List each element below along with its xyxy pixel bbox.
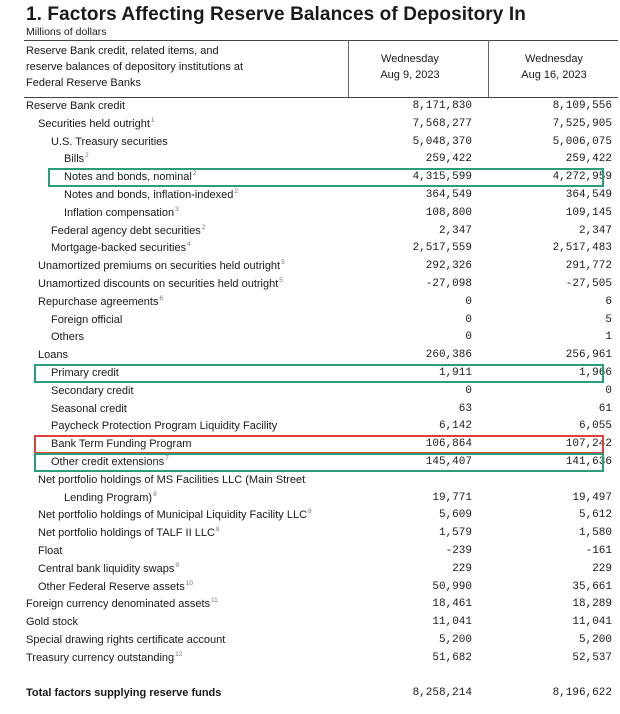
- value-aug-9: 0: [465, 295, 472, 308]
- row-label: [38, 563, 179, 575]
- value-aug-16: 1,580: [578, 527, 612, 540]
- row-label-text: Unamortized discounts on securities held outright: [38, 278, 279, 290]
- row-label-text: U.S. Treasury securities: [51, 135, 168, 148]
- row-label: [51, 456, 169, 468]
- value-aug-16: 109,145: [565, 206, 612, 219]
- row-label: [51, 136, 168, 148]
- row-label: [51, 438, 191, 450]
- row-label: [51, 331, 84, 343]
- column-header-aug-16-date: Aug 16, 2023: [521, 69, 587, 81]
- footnote-marker: 2: [201, 223, 206, 231]
- table-row: [24, 561, 618, 579]
- row-label: [26, 100, 125, 112]
- table-row: [24, 383, 618, 401]
- table-row: [24, 543, 618, 561]
- row-label-text: Federal agency debt securities: [51, 224, 201, 237]
- table-row: [24, 329, 618, 347]
- value-aug-16: 4,272,959: [552, 171, 612, 184]
- row-label-text: Float: [38, 545, 63, 557]
- row-label-text: Other credit extensions: [51, 456, 165, 468]
- value-aug-9: 8,258,214: [412, 686, 472, 699]
- row-label-header-line-1: Reserve Bank credit, related items, and: [26, 45, 219, 57]
- table-row: [24, 151, 618, 169]
- row-label: [51, 367, 119, 379]
- value-aug-9: 106,864: [425, 438, 472, 451]
- header-top-rule: [24, 40, 618, 41]
- row-label-text: Reserve Bank credit: [26, 100, 126, 112]
- row-label-text: Net portfolio holdings of TALF II LLC: [38, 527, 215, 540]
- table-row: [24, 525, 618, 543]
- value-aug-9: 4,315,599: [412, 171, 472, 184]
- value-aug-9: 260,386: [425, 349, 472, 362]
- value-aug-9: 108,800: [425, 206, 472, 219]
- table-row: [24, 401, 618, 419]
- row-label: [38, 349, 68, 361]
- row-label: [64, 207, 179, 219]
- footnote-marker: 2: [234, 188, 239, 195]
- value-aug-16: 1: [605, 331, 612, 344]
- table-row: [24, 312, 618, 330]
- value-aug-9: 259,422: [425, 153, 472, 166]
- table-row: [24, 347, 618, 365]
- table-row: [24, 205, 618, 223]
- footnote-marker: 8: [215, 526, 220, 534]
- row-label-text: Unamortized premiums on securities held outright: [38, 260, 281, 273]
- footnote-marker: 8: [153, 490, 157, 498]
- table-row: [24, 614, 618, 632]
- row-label-text: Securities held outright: [38, 117, 150, 130]
- row-label-text: Foreign currency denominated assets: [26, 598, 211, 611]
- row-label: [64, 189, 238, 201]
- value-aug-16: 5: [605, 313, 612, 326]
- value-aug-9: 5,200: [438, 634, 472, 646]
- table-row: [24, 365, 618, 383]
- footnote-marker: 6: [159, 294, 164, 302]
- table-row: [24, 276, 618, 294]
- row-label-text: Mortgage-backed securities: [51, 242, 187, 255]
- footnote-marker: 2: [192, 170, 197, 178]
- row-label-text: Net portfolio holdings of Municipal Liquidity Facility LLC: [38, 509, 308, 522]
- column-header-aug-16: [490, 51, 618, 83]
- value-aug-16: 141,636: [565, 456, 612, 468]
- table-row: [24, 187, 618, 205]
- table-row: [24, 418, 618, 436]
- value-aug-9: 18,461: [432, 598, 472, 611]
- table-row: [24, 294, 618, 312]
- table-row: [24, 134, 618, 152]
- row-label-text: Total factors supplying reserve funds: [26, 686, 222, 699]
- row-label: [26, 598, 218, 610]
- page-title: 1. Factors Affecting Reserve Balances of Depository In: [26, 4, 526, 25]
- value-aug-9: 0: [465, 384, 472, 397]
- row-label-text: Inflation compensation: [64, 206, 175, 219]
- value-aug-16: 8,196,622: [552, 686, 612, 699]
- row-label: [38, 474, 305, 486]
- table-row: [24, 579, 618, 597]
- row-label: [64, 153, 89, 165]
- value-aug-9: 63: [458, 402, 472, 415]
- row-label: [51, 403, 127, 415]
- column-divider-2: [488, 40, 489, 98]
- footnote-marker: 11: [211, 597, 218, 605]
- column-header-aug-9-day: Wednesday: [381, 53, 439, 65]
- table-row: [24, 454, 618, 472]
- value-aug-9: 51,682: [432, 651, 472, 664]
- row-label: [51, 242, 191, 254]
- value-aug-9: -27,098: [425, 278, 472, 290]
- row-label-text: Foreign official: [51, 313, 123, 326]
- footnote-marker: 5: [281, 259, 285, 267]
- column-header-aug-9: [348, 51, 472, 83]
- row-label: [38, 545, 62, 557]
- row-label-text: Bank Term Funding Program: [51, 438, 192, 451]
- table-row: [24, 632, 618, 650]
- value-aug-16: 5,612: [578, 509, 612, 522]
- value-aug-16: 52,537: [572, 651, 612, 664]
- row-label-text: Paycheck Protection Program Liquidity Facility: [51, 420, 278, 433]
- row-label: [64, 492, 157, 504]
- table-row: [24, 436, 618, 454]
- table-row: [24, 223, 618, 241]
- table-row: [24, 596, 618, 614]
- row-label: [38, 296, 163, 308]
- row-label: [26, 687, 221, 699]
- value-aug-9: -239: [445, 545, 472, 557]
- value-aug-9: 19,771: [432, 491, 472, 504]
- value-aug-16: 5,200: [578, 634, 612, 646]
- value-aug-16: 2,517,483: [552, 242, 612, 255]
- value-aug-9: 1,579: [438, 527, 472, 540]
- value-aug-16: 61: [598, 402, 612, 415]
- footnote-marker: 1: [150, 116, 155, 124]
- row-label-text: Primary credit: [51, 367, 119, 379]
- value-aug-9: 6,142: [438, 420, 472, 433]
- value-aug-16: 256,961: [565, 349, 612, 362]
- row-label: [38, 118, 155, 130]
- row-label-text: Central bank liquidity swaps: [38, 562, 175, 575]
- value-aug-16: 18,289: [572, 598, 612, 611]
- value-aug-16: 7,525,905: [552, 117, 612, 130]
- row-label-text: Bills: [64, 153, 85, 166]
- footnote-marker: 12: [175, 650, 183, 658]
- value-aug-9: 0: [465, 331, 472, 344]
- value-aug-9: 364,549: [425, 189, 472, 201]
- row-label: [51, 385, 134, 397]
- row-label-text: Seasonal credit: [51, 402, 127, 415]
- row-label-text: Others: [51, 331, 85, 344]
- value-aug-9: 229: [452, 562, 472, 575]
- footnote-marker: 8: [308, 508, 312, 516]
- table-row: [24, 240, 618, 258]
- footnote-marker: 7: [165, 455, 169, 462]
- value-aug-16: 35,661: [572, 580, 612, 593]
- row-label: [64, 171, 196, 183]
- value-aug-16: 19,497: [572, 491, 612, 504]
- value-aug-9: 7,568,277: [412, 117, 472, 130]
- column-header-aug-9-date: Aug 9, 2023: [380, 69, 440, 81]
- row-label: [38, 278, 283, 290]
- value-aug-16: 8,109,556: [552, 100, 612, 112]
- table-row: [24, 472, 618, 490]
- footnote-marker: 4: [187, 241, 191, 249]
- footnote-marker: 10: [185, 579, 193, 587]
- value-aug-9: 1,911: [438, 367, 472, 379]
- footnote-marker: 5: [279, 277, 283, 284]
- value-aug-16: 5,006,075: [552, 135, 612, 148]
- value-aug-16: 364,549: [565, 189, 612, 201]
- value-aug-9: 5,609: [438, 509, 472, 522]
- footnote-marker: 3: [175, 205, 179, 213]
- row-label: [26, 652, 182, 664]
- value-aug-16: 107,242: [565, 438, 612, 451]
- value-aug-9: 2,347: [438, 224, 472, 237]
- row-label: [51, 225, 205, 237]
- row-label-text: Secondary credit: [51, 384, 134, 397]
- row-label-text: Lending Program): [64, 491, 153, 504]
- value-aug-9: 50,990: [432, 580, 472, 593]
- table-row: [24, 490, 618, 508]
- value-aug-9: 2,517,559: [412, 242, 472, 255]
- value-aug-16: 229: [592, 562, 612, 575]
- value-aug-9: 11,041: [432, 616, 472, 629]
- footnote-marker: 9: [175, 561, 179, 569]
- row-label-header-line-3: Federal Reserve Banks: [26, 77, 141, 89]
- value-aug-9: 145,407: [425, 456, 472, 468]
- footnote-marker: 2: [85, 152, 89, 160]
- row-label-text: Other Federal Reserve assets: [38, 580, 185, 593]
- row-label: [51, 420, 277, 432]
- column-header-aug-16-day: Wednesday: [525, 53, 583, 65]
- table-row: [24, 507, 618, 525]
- value-aug-16: 0: [605, 384, 612, 397]
- row-label-text: Net portfolio holdings of MS Facilities LLC (Main Street: [38, 473, 306, 486]
- units-note: Millions of dollars: [26, 26, 107, 38]
- row-label-text: Notes and bonds, nominal: [64, 171, 192, 184]
- table-row: [24, 116, 618, 134]
- value-aug-9: 8,171,830: [412, 100, 472, 112]
- row-label-text: Repurchase agreements: [38, 295, 159, 308]
- row-label-text: Loans: [38, 349, 68, 362]
- value-aug-16: -27,505: [565, 278, 612, 290]
- value-aug-16: 291,772: [565, 260, 612, 273]
- value-aug-16: 259,422: [565, 153, 612, 166]
- row-label-text: Special drawing rights certificate account: [26, 634, 226, 646]
- row-label-text: Notes and bonds, inflation-indexed: [64, 189, 234, 201]
- value-aug-16: 1,966: [578, 367, 612, 379]
- row-label: [38, 509, 312, 521]
- row-label: [26, 634, 225, 646]
- row-label: [38, 527, 220, 539]
- value-aug-9: 5,048,370: [412, 135, 472, 148]
- row-label: [26, 616, 78, 628]
- value-aug-16: -161: [585, 545, 612, 557]
- row-label: [51, 314, 122, 326]
- row-label-header-line-2: reserve balances of depository institutions at: [26, 61, 244, 73]
- value-aug-9: 292,326: [425, 260, 472, 273]
- value-aug-16: 6: [605, 295, 612, 308]
- row-label-text: Treasury currency outstanding: [26, 651, 175, 664]
- table-row: [24, 169, 618, 187]
- value-aug-16: 2,347: [578, 224, 612, 237]
- row-label: [38, 581, 193, 593]
- value-aug-16: 11,041: [572, 616, 612, 629]
- value-aug-9: 0: [465, 313, 472, 326]
- table-row: [24, 258, 618, 276]
- table-row: [24, 685, 618, 703]
- row-label: [38, 260, 285, 272]
- row-label-text: Gold stock: [26, 616, 78, 629]
- row-label-header: [26, 43, 243, 91]
- value-aug-16: 6,055: [578, 420, 612, 433]
- table-row: [24, 650, 618, 668]
- table-row: [24, 98, 618, 116]
